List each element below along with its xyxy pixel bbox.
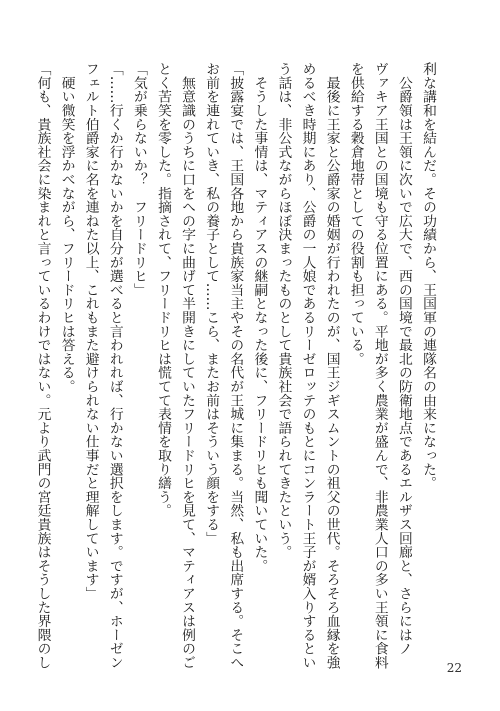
vertical-text-body bbox=[34, 62, 440, 670]
text-line: 公爵領は王領に次いで広大で、西の国境で最北の防衛地点であるエルザス回廊と、さらにはノ bbox=[395, 62, 412, 656]
text-line: とく苦笑を零した。指摘されて、フリードリヒは慌てて表情を取り繕う。 bbox=[154, 62, 171, 518]
text-line: そうした事情は、マティアスの継嗣となった後に、フリードリヒも聞いていた。 bbox=[251, 62, 268, 573]
text-line: お前を連れていき、私の養子として……こら、またお前はそういう顔をする」 bbox=[203, 62, 220, 545]
text-line: 「……行くか行かないかを自分が選べると言われれば、行かない選択をします。ですが、ホーゼン bbox=[106, 62, 123, 670]
text-line: 最後に王家と公爵家の婚姻が行われたのが、国王ジギスムントの祖父の世代。そろそろ血縁を強 bbox=[323, 62, 340, 670]
text-line: めるべき時期にあり、公爵の一人娘であるリーゼロッテのもとにコンラート王子が婿入りするとい bbox=[299, 62, 316, 670]
page-number: 22 bbox=[446, 661, 462, 675]
text-line: 「何も、貴族社会に染まれと言っているわけではない。元より武門の宮廷貴族はそうした界隈のし bbox=[34, 62, 51, 670]
text-line: 「気が乗らないか？ フリードリヒ」 bbox=[130, 62, 147, 297]
text-line: 「披露宴では、王国各地から貴族家当主やその名代が王城に集まる。当然、私も出席する。そこへ bbox=[227, 62, 244, 670]
text-line: フェルト伯爵家に名を連ねた以上、これもまた避けられない仕事だと理解しています」 bbox=[82, 62, 99, 601]
text-line: を供給する穀倉地帯としての役割も担っている。 bbox=[347, 62, 364, 366]
text-line: 硬い微笑を浮かべながら、フリードリヒは答える。 bbox=[58, 62, 75, 394]
text-line: 利な講和を結んだ。その功績から、王国軍の連隊名の由来になった。 bbox=[420, 62, 436, 490]
text-line: ヴァキア王国との国境も守る位置にある。平地が多く農業が盛んで、非農業人口の多い王領に食料 bbox=[371, 62, 388, 670]
text-line: 無意識のうちに口をへの字に曲げて半開きにしていたフリードリヒを見て、マティアスは例のご bbox=[179, 62, 196, 670]
text-line: う話は、非公式ながらほぼ決まったものとして貴族社会で語られてきたという。 bbox=[275, 62, 292, 559]
